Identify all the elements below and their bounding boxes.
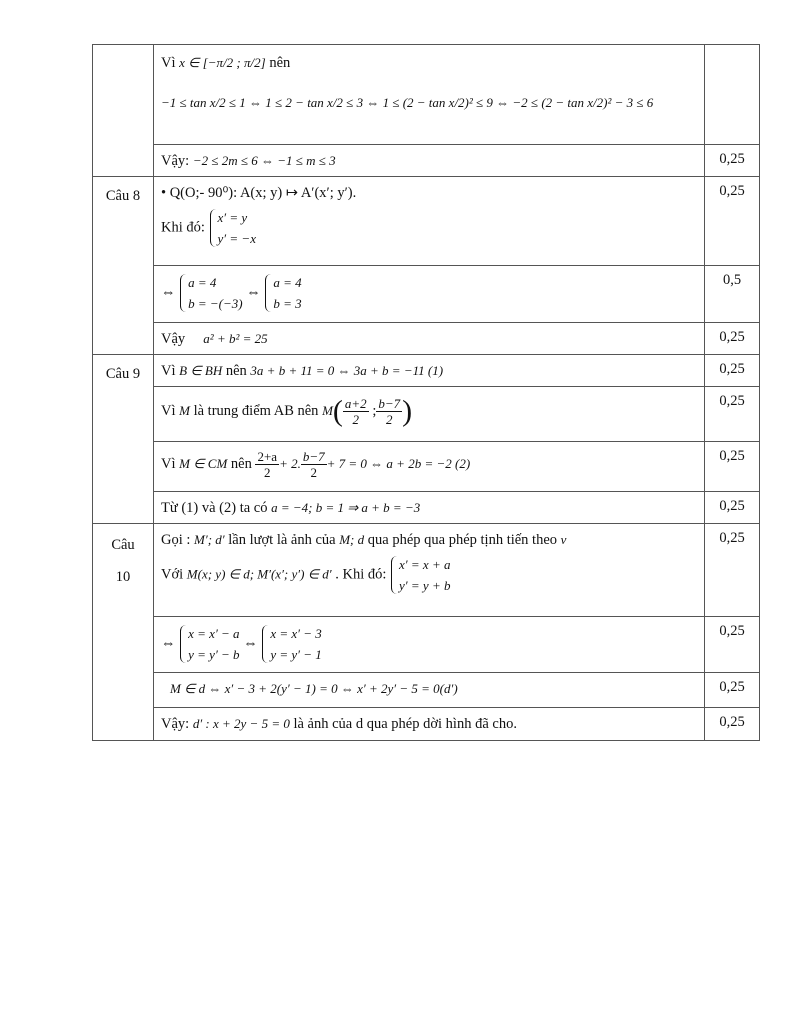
table-row bbox=[93, 355, 760, 387]
answer-cell bbox=[154, 145, 705, 177]
points-cell: 0,25 bbox=[705, 708, 760, 741]
equation-system: x = x′ − 3 y = y′ − 1 bbox=[261, 623, 321, 665]
math-expression: −1 ≤ tan x/2 ≤ 1 ⇔ 1 ≤ 2 − tan x/2 ≤ 3 ⇔ 1 ≤ (2 − tan x/2)² ≤ 9 ⇔ −2 ≤ (2 − tan x/2)² − 3 ≤ 6 bbox=[161, 95, 654, 110]
math-expression: a² + b² = 25 bbox=[203, 331, 268, 346]
table-row bbox=[93, 145, 760, 177]
question-cell: Câu 8 bbox=[93, 177, 154, 355]
math-expression: −2 ≤ 2m ≤ 6 ⇔ −1 ≤ m ≤ 3 bbox=[192, 153, 336, 168]
text: Gọi : bbox=[161, 532, 191, 548]
math-expression: M(x; y) ∈ d; M′(x′; y′) ∈ d′ bbox=[186, 566, 332, 582]
table-row bbox=[93, 177, 760, 266]
text: Từ (1) và (2) ta có bbox=[161, 500, 268, 516]
table-row bbox=[93, 673, 760, 708]
text: Vậy: bbox=[161, 716, 190, 732]
answer-cell bbox=[154, 177, 705, 266]
points-cell bbox=[705, 45, 760, 145]
text: lần lượt là ảnh của bbox=[228, 532, 336, 548]
answer-cell bbox=[154, 617, 705, 673]
answer-cell: Vì M ∈ CM nên $\frac{2+a}{2}$ + 2. $\frac{b-7}{2}$ + 7 = 0 ⇔ a + 2b = −2 (2) bbox=[154, 442, 705, 492]
answer-cell bbox=[154, 708, 705, 741]
equivalence-symbol: ⇔ bbox=[161, 635, 176, 652]
math-expression: 3a + b + 11 = 0 ⇔ 3a + b = −11 (1) bbox=[250, 363, 444, 378]
points-cell: 0,25 bbox=[705, 492, 760, 524]
math-expression: M bbox=[179, 402, 190, 418]
math-expression: + 7 = 0 ⇔ a + 2b = −2 (2) bbox=[326, 455, 471, 471]
points-cell: 0,25 bbox=[705, 524, 760, 617]
points-cell: 0,5 bbox=[705, 266, 760, 323]
answer-cell bbox=[154, 524, 705, 617]
answer-cell bbox=[154, 492, 705, 524]
math-expression: Q(O;- 90⁰): A(x; y) ↦ A′(x′; y′). bbox=[169, 185, 357, 201]
text: Vì bbox=[161, 363, 176, 379]
text: . Khi đó: bbox=[335, 566, 387, 583]
text: Vì bbox=[161, 455, 176, 472]
text: Vậy: bbox=[161, 153, 190, 169]
question-cell: Câu 10 bbox=[93, 524, 154, 741]
equation-system: x = x′ − a y = y′ − b bbox=[179, 623, 239, 665]
equivalence-symbol: ⇔ bbox=[246, 284, 261, 301]
table-row bbox=[93, 323, 760, 355]
equation-system: a = 4 b = −(−3) bbox=[179, 272, 242, 314]
math-expression: d′ : x + 2y − 5 = 0 bbox=[192, 716, 290, 731]
table-row bbox=[93, 492, 760, 524]
text: nên bbox=[269, 55, 291, 71]
table-row bbox=[93, 45, 760, 145]
math-expression: M ∈ d ⇔ x′ − 3 + 2(y′ − 1) = 0 ⇔ x′ + 2y′ − 5 = 0(d′) bbox=[170, 681, 458, 696]
answer-cell bbox=[154, 323, 705, 355]
question-cell: Câu 9 bbox=[93, 355, 154, 524]
math-expression: M bbox=[322, 402, 333, 418]
table-row bbox=[93, 524, 760, 617]
points-cell: 0,25 bbox=[705, 387, 760, 442]
math-expression: M; d bbox=[339, 532, 365, 547]
text: là trung điểm AB nên bbox=[193, 402, 319, 419]
text: Khi đó: bbox=[161, 219, 205, 236]
answer-cell bbox=[154, 266, 705, 323]
equation-system: x′ = x + a y′ = y + b bbox=[390, 554, 450, 596]
equivalence-symbol: ⇔ bbox=[243, 635, 258, 652]
text: nên bbox=[230, 455, 252, 472]
math-expression: M ∈ CM bbox=[179, 455, 228, 471]
points-cell: 0,25 bbox=[705, 355, 760, 387]
points-cell: 0,25 bbox=[705, 177, 760, 266]
fraction: $\frac{a+2}{2}$ bbox=[344, 396, 367, 427]
table-row bbox=[93, 617, 760, 673]
answer-cell bbox=[154, 673, 705, 708]
text: là ảnh của d qua phép dời hình đã cho. bbox=[293, 716, 517, 732]
table-row bbox=[93, 708, 760, 741]
grading-table bbox=[92, 44, 760, 741]
text: qua phép qua phép tịnh tiến theo bbox=[367, 532, 558, 548]
fraction: $\frac{b-7}{2}$ bbox=[302, 449, 325, 480]
text: Vì bbox=[161, 402, 176, 419]
text: Với bbox=[161, 566, 184, 583]
text: Vì bbox=[161, 55, 176, 71]
math-expression: a = −4; b = 1 ⇒ a + b = −3 bbox=[271, 500, 421, 515]
points-cell: 0,25 bbox=[705, 442, 760, 492]
answer-cell bbox=[154, 45, 705, 145]
bullet-icon: • bbox=[161, 185, 167, 201]
equivalence-symbol: ⇔ bbox=[161, 284, 176, 301]
points-cell: 0,25 bbox=[705, 145, 760, 177]
table-row bbox=[93, 266, 760, 323]
math-expression: B ∈ BH bbox=[179, 363, 223, 378]
math-expression: x ∈ [−π/2 ; π/2] bbox=[179, 55, 266, 70]
answer-cell: Vì M là trung điểm AB nên M( $\frac{a+2}{2}$ ; $\frac{b-7}{2}$ ) bbox=[154, 387, 705, 442]
question-cell bbox=[93, 45, 154, 177]
equation-system: x′ = y y′ = −x bbox=[209, 207, 256, 249]
answer-cell bbox=[154, 355, 705, 387]
text: nên bbox=[225, 363, 247, 379]
fraction: $\frac{b-7}{2}$ bbox=[378, 396, 401, 427]
fraction: $\frac{2+a}{2}$ bbox=[257, 449, 278, 480]
points-cell: 0,25 bbox=[705, 673, 760, 708]
text: Vậy bbox=[161, 331, 186, 347]
points-cell: 0,25 bbox=[705, 323, 760, 355]
points-cell: 0,25 bbox=[705, 617, 760, 673]
table-row bbox=[93, 387, 760, 442]
table-row bbox=[93, 442, 760, 492]
vector-symbol: v⃗ bbox=[560, 532, 577, 547]
math-expression: M′; d′ bbox=[194, 532, 225, 547]
equation-system: a = 4 b = 3 bbox=[264, 272, 301, 314]
